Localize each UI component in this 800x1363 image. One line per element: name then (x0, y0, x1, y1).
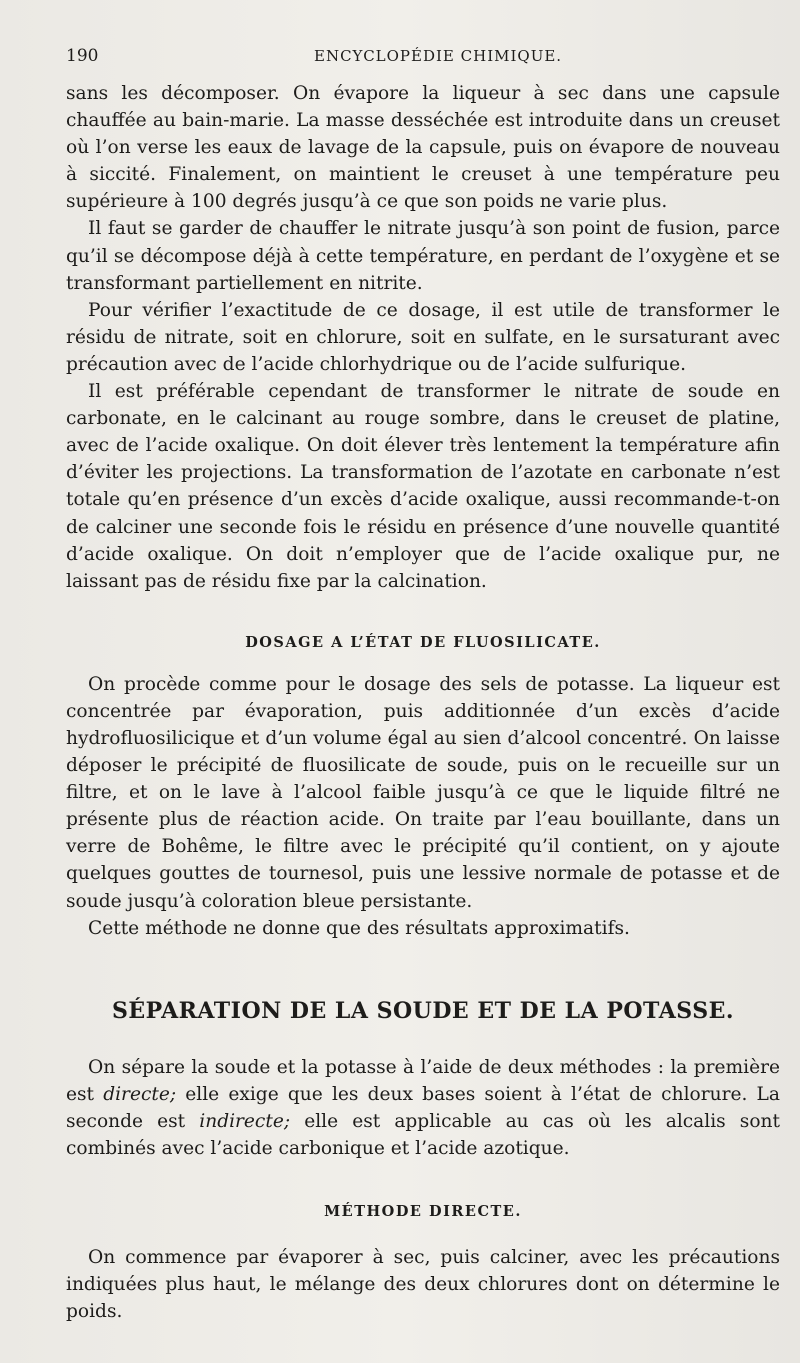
paragraph: Cette méthode ne donne que des résultats approximatifs. (88, 917, 630, 939)
text-span: elle est applicable au cas où les alcalis sont combinés avec l’acide carbonique et l’acide azotique. (66, 1110, 780, 1159)
separation-paragraph (66, 1054, 780, 1162)
page-header (66, 46, 760, 72)
section-heading-fluosilicate: DOSAGE A L’ÉTAT DE FLUOSILICATE. (245, 633, 601, 651)
paragraph: sans les décomposer. On évapore la liqueur à sec dans une capsule chauffée au bain-marie. La masse desséchée est introduite dans un creuset où l’on verse les eaux de lavage de la capsule, puis on évapore de nouveau à siccité. Finalement, on maintient le creuset à une température peu supérieure à 100 degrés jusqu’à ce que son poids ne varie plus. (66, 83, 780, 213)
section-heading-methode-directe: MÉTHODE DIRECTE. (324, 1203, 522, 1221)
section-heading-separation: SÉPARATION DE LA SOUDE ET DE LA POTASSE. (111, 997, 735, 1024)
paragraph: On commence par évaporer à sec, puis calciner, avec les précautions indiquées plus haut, le mélange des deux chlorures dont on détermine le poids. (66, 1247, 780, 1323)
running-title: ENCYCLOPÉDIE CHIMIQUE. (314, 47, 563, 65)
page-body (66, 80, 780, 1325)
paragraph: Pour vérifier l’exactitude de ce dosage, il est utile de transformer le résidu de nitrate, soit en chlorure, soit en sulfate, en le sursaturant avec précaution avec de l’acide chlorhydrique ou de l’acide sulfurique. (66, 299, 780, 375)
text-span: elle exige que les deux bases soient à l’état de chlorure. La seconde est (66, 1083, 780, 1132)
text-span: On sépare la soude et la potasse à l’aide de deux méthodes : la première est (66, 1056, 780, 1105)
paragraph: On procède comme pour le dosage des sels de potasse. La liqueur est concentrée par évaporation, puis additionnée d’un excès d’acide hydrofluosilicique et d’un volume égal au sien d’alcool concentré. On laisse déposer le précipité de fluosilicate de soude, puis on le recueille sur un filtre, et on le lave à l’alcool faible jusqu’à ce que le liquide filtré ne présente plus de réaction acide. On traite par l’eau bouillante, dans un verre de Bohême, le filtre avec le précipité qu’il contient, on y ajoute quelques gouttes de tournesol, puis une lessive normale de potasse et de soude jusqu’à coloration bleue persistante. (66, 673, 780, 912)
paragraph: Il faut se garder de chauffer le nitrate jusqu’à son point de fusion, parce qu’il se décompose déjà à cette température, en perdant de l’oxygène et se transformant partiellement en nitrite. (66, 218, 780, 294)
emphasis-indirecte: indirecte; (199, 1110, 291, 1132)
paragraph: Il est préférable cependant de transformer le nitrate de soude en carbonate, en le calcinant au rouge sombre, dans le creuset de platine, avec de l’acide oxalique. On doit élever très lentement la température afin d’éviter les projections. La transformation de l’azotate en carbonate n’est totale qu’en présence d’un excès d’acide oxalique, aussi recommande-t-on de calciner une seconde fois le résidu en présence d’une nouvelle quantité d’acide oxalique. On doit n’employer que de l’acide oxalique pur, ne laissant pas de résidu fixe par la calcination. (66, 381, 780, 592)
emphasis-directe: directe; (103, 1083, 177, 1105)
page-number: 190 (66, 46, 99, 66)
